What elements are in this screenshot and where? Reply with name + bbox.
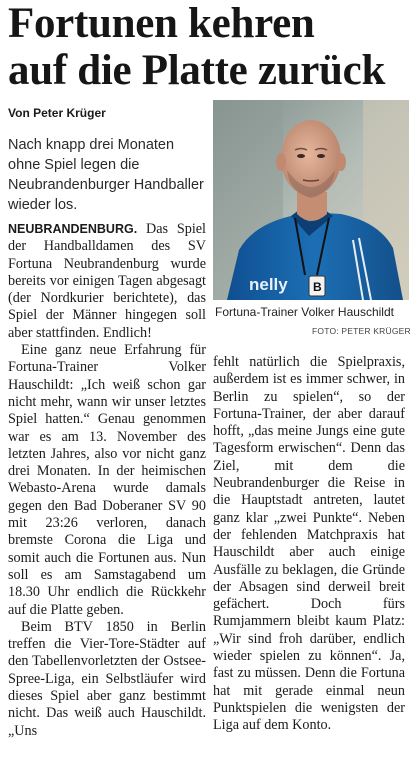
lead-paragraph: Nach knapp drei Monaten ohne Spiel legen die Neubrandenburger Handballer wieder los. [8, 137, 204, 213]
headline [8, 0, 408, 94]
paragraph-3-start: Beim BTV 1850 in Berlin treffen die Vier-Tore-Städter auf den Tabellenvorletzten der Ostsee-Spree-Liga, ein Selbstläufer wird dieses Spiel aber ganz bestimmt nicht. Das weiß auch Hauschildt. „Uns [8, 618, 206, 739]
paragraph-1 [8, 221, 206, 342]
paragraph-3-continued: fehlt natürlich die Spielpraxis, außerdem ist es immer schwer, in Berlin zu spielen“, so der Fortuna-Trainer, der aber darauf hofft, „das meine Jungs eine gute Tagesform erwischen“. Denn das Ziel, mit dem die Neubrandenburger die Reise in die Hauptstadt antreten, lautet ganz klar „zwei Punkte“. Neben der fehlenden Matchpraxis hat Hauschildt aber auch einige Ausfälle zu beklagen, die Gründe der Absagen sind derweil breit gefächert. Doch fürs Rumjammern bleibt kaum Platz: „Wir sind froh darüber, endlich wieder spielen zu können“. Ja, fast zu müssen. Denn die Fortuna hat mit gerade einmal neun Punktspielen die wenigsten der Liga auf dem Konto. [213, 354, 405, 734]
paragraph-2: Eine ganz neue Erfahrung für Fortuna-Trainer Volker Hauschildt: „Ich weiß schon gar nicht mehr, wann wir unser letztes Spiel hatten.“ Genau genommen war es am 13. November des letzten Jahres, also vor nicht ganz drei Monaten. In der heimischen Webasto-Arena wurde damals gegen den Bad Doberaner SV 90 mit 23:26 verloren, danach bremste Corona die Liga und somit auch die Fortunen aus. Nun soll es am Samstagabend um 18.30 Uhr endlich die Rückkehr auf die Platte geben. [8, 342, 206, 618]
coach-photo [213, 100, 409, 300]
article-column-2 [213, 354, 405, 735]
photo-credit: FOTO: PETER KRÜGER [312, 326, 411, 336]
byline: Von Peter Krüger [8, 106, 106, 120]
paragraph-1-text: Das Spiel der Handballdamen des SV Fortuna Neubrandenburg wurde bereits vor einigen Tagen abgesagt (der Nordkurier berichtete), das Spiel der Männer hingegen soll aber stattfinden. Endlich! [8, 221, 206, 341]
photo-caption: Fortuna-Trainer Volker Hauschildt [215, 305, 394, 319]
svg-text:B: B [313, 280, 322, 294]
dateline: NEUBRANDENBURG. [8, 222, 138, 236]
headline-line-2: auf die Platte zurück [8, 47, 386, 94]
shirt-brand-text: nelly [249, 275, 288, 294]
article-column-1 [8, 221, 206, 740]
headline-line-1: Fortunen kehren [8, 0, 315, 47]
